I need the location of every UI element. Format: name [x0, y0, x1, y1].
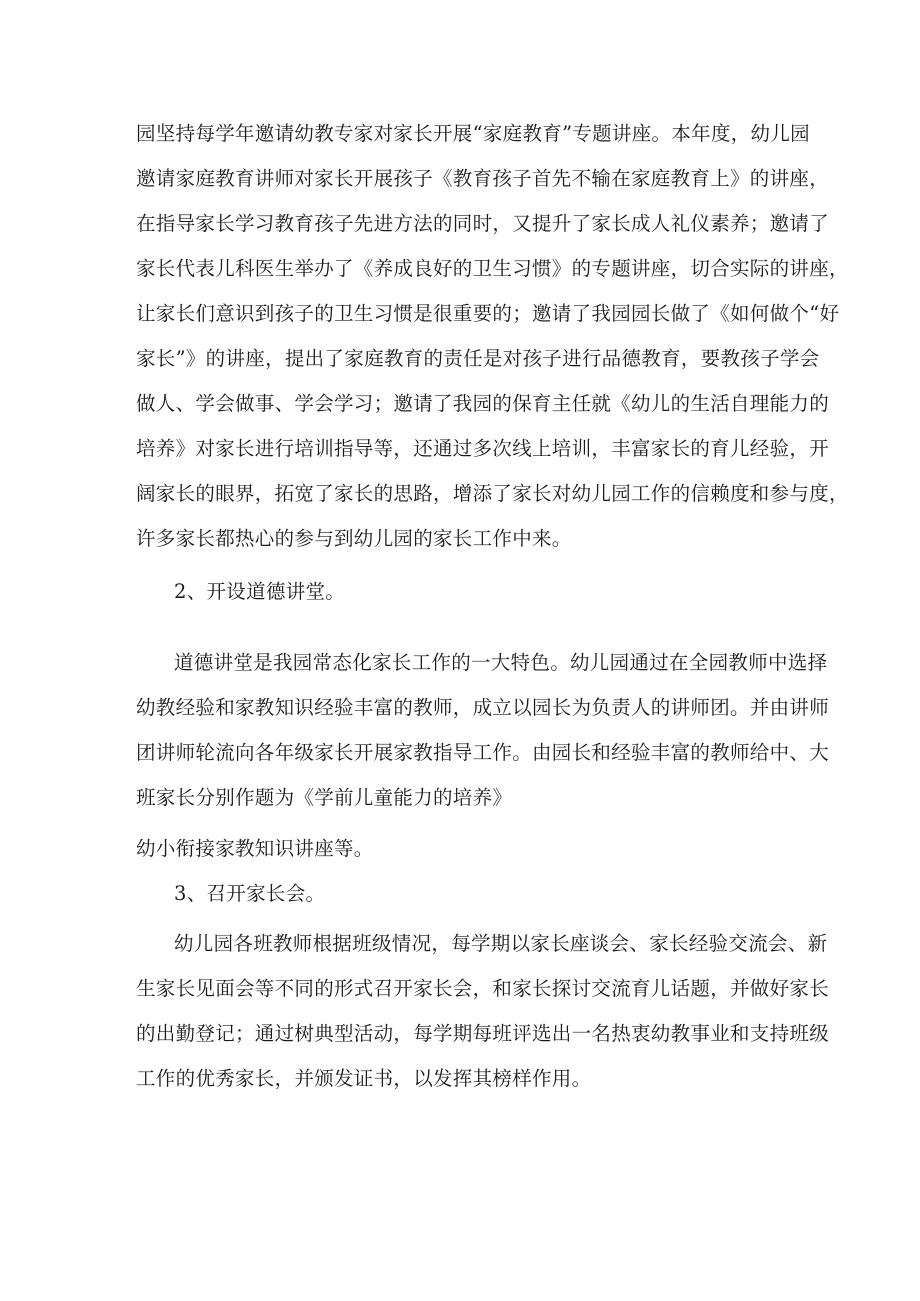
paragraph-line: 园坚持每学年邀请幼教专家对家长开展“家庭教育”专题讲座。本年度，幼儿园: [136, 122, 810, 145]
paragraph-line: 在指导家长学习教育孩子先进方法的同时，又提升了家长成人礼仪素养；邀请了: [136, 212, 830, 235]
paragraph-line: 阔家长的眼界，拓宽了家长的思路，增添了家长对幼儿园工作的信赖度和参与度，: [136, 482, 849, 505]
paragraph-line: 班家长分别作题为《学前儿童能力的培养》: [136, 786, 513, 809]
paragraph-line: 培养》对家长进行培训指导等，还通过多次线上培训，丰富家长的育儿经验，开: [136, 437, 830, 460]
paragraph-line: 幼儿园各班教师根据班级情况，每学期以家长座谈会、家长经验交流会、新: [174, 932, 828, 955]
paragraph-line: 团讲师轮流向各年级家长开展家教指导工作。由园长和经验丰富的教师给中、大: [136, 741, 830, 764]
paragraph-line: 许多家长都热心的参与到幼儿园的家长工作中来。: [136, 527, 572, 550]
paragraph-line: 生家长见面会等不同的形式召开家长会，和家长探讨交流育儿话题，并做好家长: [136, 977, 830, 1000]
paragraph-line: 的出勤登记；通过树典型活动，每学期每班评选出一名热衷幼教事业和支持班级: [136, 1022, 830, 1045]
paragraph-line: 家长”》的讲座，提出了家庭教育的责任是对孩子进行品德教育，要教孩子学会: [136, 347, 820, 370]
section-heading-2: 2、开设道德讲堂。: [174, 580, 346, 603]
paragraph-line: 道德讲堂是我园常态化家长工作的一大特色。幼儿园通过在全园教师中选择: [174, 651, 828, 674]
paragraph-line: 幼教经验和家教知识经验丰富的教师，成立以园长为负责人的讲师团。并由讲师: [136, 696, 830, 719]
paragraph-line: 幼小衔接家教知识讲座等。: [136, 837, 374, 860]
paragraph-line: 家长代表儿科医生举办了《养成良好的卫生习惯》的专题讲座，切合实际的讲座，: [136, 257, 849, 280]
paragraph-line: 工作的优秀家长，并颁发证书，以发挥其榜样作用。: [136, 1067, 592, 1090]
paragraph-line: 邀请家庭教育讲师对家长开展孩子《教育孩子首先不输在家庭教育上》的讲座，: [136, 167, 830, 190]
paragraph-line: 做人、学会做事、学会学习；邀请了我园的保育主任就《幼儿的生活自理能力的: [136, 392, 830, 415]
section-heading-3: 3、召开家长会。: [174, 882, 326, 905]
paragraph-line: 让家长们意识到孩子的卫生习惯是很重要的；邀请了我园园长做了《如何做个“好: [136, 302, 840, 325]
